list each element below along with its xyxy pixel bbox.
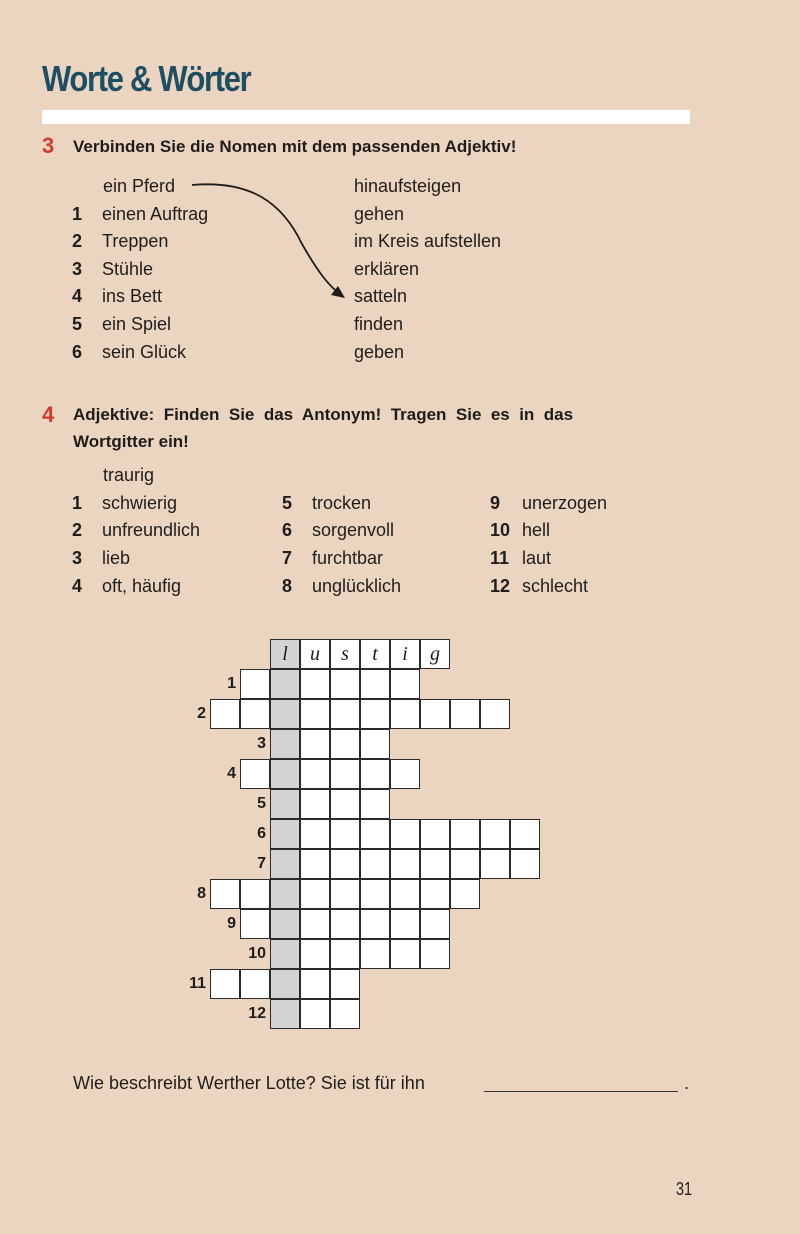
- crossword-solution-cell[interactable]: [270, 879, 300, 909]
- crossword-cell[interactable]: [330, 969, 360, 999]
- adjective-item-3: 3 lieb: [72, 548, 131, 568]
- crossword-cell[interactable]: [420, 849, 450, 879]
- crossword-cell[interactable]: [300, 969, 330, 999]
- crossword-row-label: 8: [197, 885, 206, 902]
- crossword-cell[interactable]: [210, 879, 240, 909]
- verb-item: gehen: [354, 204, 405, 224]
- crossword-cell[interactable]: [240, 669, 270, 699]
- crossword-solution-cell[interactable]: [270, 999, 300, 1029]
- question-period: .: [684, 1073, 690, 1093]
- crossword-cell[interactable]: [300, 909, 330, 939]
- adjective-item-2: 2 unfreundlich: [72, 520, 201, 540]
- example-adjective: traurig: [103, 465, 155, 485]
- verb-item: satteln: [354, 286, 408, 306]
- crossword-cell[interactable]: [330, 789, 360, 819]
- crossword-cell[interactable]: [390, 819, 420, 849]
- crossword-cell[interactable]: [300, 999, 330, 1029]
- crossword-solution-cell[interactable]: [270, 669, 300, 699]
- crossword-row-label: 4: [227, 765, 236, 782]
- crossword-cell[interactable]: [390, 849, 420, 879]
- noun-item-3: 3 Stühle: [72, 259, 154, 279]
- crossword-solution-cell[interactable]: [270, 939, 300, 969]
- crossword-cell[interactable]: [420, 699, 450, 729]
- crossword-row-label: 1: [227, 675, 236, 692]
- adjective-item-7: 7 furchtbar: [282, 548, 384, 568]
- crossword-cell[interactable]: [360, 669, 390, 699]
- crossword-example-letter: s: [341, 643, 349, 665]
- noun-item-1: 1 einen Auftrag: [72, 204, 209, 224]
- crossword-cell[interactable]: [450, 699, 480, 729]
- crossword-cell[interactable]: [480, 819, 510, 849]
- noun-item-5: 5 ein Spiel: [72, 314, 172, 334]
- adjective-item-6: 6 sorgenvoll: [282, 520, 395, 540]
- crossword-cell[interactable]: [300, 699, 330, 729]
- crossword-cell[interactable]: [480, 849, 510, 879]
- crossword-cell[interactable]: [330, 879, 360, 909]
- adjective-item-1: 1 schwierig: [72, 493, 178, 513]
- crossword-solution-cell[interactable]: [270, 849, 300, 879]
- answer-blank-line[interactable]: [484, 1091, 678, 1092]
- crossword-cell[interactable]: [390, 669, 420, 699]
- crossword-cell[interactable]: [420, 879, 450, 909]
- crossword-solution-cell[interactable]: [270, 819, 300, 849]
- crossword-row-label: 9: [227, 915, 236, 932]
- verb-item: hinaufsteigen: [354, 176, 462, 196]
- crossword-cell[interactable]: [210, 969, 240, 999]
- crossword-cell[interactable]: [420, 819, 450, 849]
- crossword-cell[interactable]: [240, 909, 270, 939]
- crossword-example-letter: u: [310, 643, 320, 665]
- crossword-cell[interactable]: [360, 819, 390, 849]
- crossword-cell[interactable]: [330, 699, 360, 729]
- crossword-solution-cell[interactable]: [270, 699, 300, 729]
- crossword-cell[interactable]: [300, 669, 330, 699]
- crossword-cell[interactable]: [510, 819, 540, 849]
- crossword-cell[interactable]: [300, 789, 330, 819]
- exercise-3-instruction: Verbinden Sie die Nomen mit dem passenden Adjektiv!: [73, 137, 517, 156]
- crossword-solution-cell[interactable]: [270, 759, 300, 789]
- crossword-row-label: 7: [257, 855, 266, 872]
- crossword-solution-cell[interactable]: [270, 729, 300, 759]
- crossword-cell[interactable]: [390, 759, 420, 789]
- crossword-cell[interactable]: [300, 759, 330, 789]
- crossword-cell[interactable]: [450, 879, 480, 909]
- noun-item-6: 6 sein Glück: [72, 342, 187, 362]
- crossword-cell[interactable]: [330, 999, 360, 1029]
- crossword-cell[interactable]: [300, 729, 330, 759]
- exercise-4-instruction-line-1: Adjektive: Finden Sie das Antonym! Tragen Sie es in das: [73, 405, 574, 424]
- crossword-solution-cell[interactable]: [270, 789, 300, 819]
- exercise-4-number: 4: [42, 402, 55, 427]
- crossword-example-letter: g: [430, 643, 440, 665]
- crossword-cell[interactable]: [360, 729, 390, 759]
- verb-item: finden: [354, 314, 404, 334]
- crossword-cell[interactable]: [330, 849, 360, 879]
- crossword-cell[interactable]: [390, 879, 420, 909]
- crossword-solution-cell[interactable]: [270, 969, 300, 999]
- crossword-cell[interactable]: [240, 879, 270, 909]
- crossword-cell[interactable]: [360, 879, 390, 909]
- crossword-cell[interactable]: [360, 699, 390, 729]
- crossword-cell[interactable]: [300, 879, 330, 909]
- crossword-row-label: 3: [257, 735, 266, 752]
- crossword-solution-cell[interactable]: [270, 909, 300, 939]
- crossword-example-letter: l: [282, 643, 288, 665]
- crossword-cell[interactable]: [360, 939, 390, 969]
- crossword-row-label: 10: [248, 945, 266, 962]
- adjective-item-9: 9 unerzogen: [490, 493, 608, 513]
- crossword-cell[interactable]: [330, 819, 360, 849]
- verb-item: erklären: [354, 259, 420, 279]
- crossword-cell[interactable]: [330, 669, 360, 699]
- verb-item: im Kreis aufstellen: [354, 231, 502, 251]
- crossword-cell[interactable]: [300, 819, 330, 849]
- crossword-row-label: 2: [197, 705, 206, 722]
- crossword-cell[interactable]: [360, 789, 390, 819]
- exercise-4-instruction-line-2: Wortgitter ein!: [73, 432, 189, 451]
- crossword-cell[interactable]: [360, 909, 390, 939]
- verb-item: geben: [354, 342, 405, 362]
- exercise-3-number: 3: [42, 133, 55, 158]
- noun-item-2: 2 Treppen: [72, 231, 169, 251]
- crossword-row-label: 5: [257, 795, 266, 812]
- question-text: Wie beschreibt Werther Lotte? Sie ist für ihn: [73, 1073, 425, 1093]
- crossword-example-letter: t: [372, 643, 378, 665]
- crossword-cell[interactable]: [480, 699, 510, 729]
- page-title: Worte & Wörter: [42, 58, 251, 99]
- noun-item-4: 4 ins Bett: [72, 286, 163, 306]
- crossword-cell[interactable]: [300, 939, 330, 969]
- crossword-cell[interactable]: [390, 699, 420, 729]
- adjective-item-11: 11 laut: [490, 548, 552, 568]
- crossword-cell[interactable]: [510, 849, 540, 879]
- crossword-cell[interactable]: [360, 759, 390, 789]
- crossword-cell[interactable]: [330, 939, 360, 969]
- crossword-cell[interactable]: [240, 759, 270, 789]
- crossword-cell[interactable]: [420, 939, 450, 969]
- crossword-cell[interactable]: [420, 909, 450, 939]
- crossword-row-label: 6: [257, 825, 266, 842]
- crossword-cell[interactable]: [330, 759, 360, 789]
- crossword-cell[interactable]: [210, 699, 240, 729]
- crossword-cell[interactable]: [450, 849, 480, 879]
- crossword-cell[interactable]: [390, 909, 420, 939]
- crossword-example-letter: i: [402, 643, 408, 665]
- page-number: 31: [676, 1179, 693, 1199]
- crossword-row-label: 11: [189, 975, 206, 992]
- adjective-item-12: 12 schlecht: [490, 576, 589, 596]
- adjective-item-8: 8 unglücklich: [282, 576, 402, 596]
- crossword-cell[interactable]: [240, 699, 270, 729]
- adjective-item-5: 5 trocken: [282, 493, 372, 513]
- crossword-cell[interactable]: [450, 819, 480, 849]
- adjective-item-4: 4 oft, häufig: [72, 576, 182, 596]
- crossword-cell[interactable]: [390, 939, 420, 969]
- crossword-cell[interactable]: [330, 729, 360, 759]
- crossword-cell[interactable]: [330, 909, 360, 939]
- crossword-cell[interactable]: [300, 849, 330, 879]
- crossword-cell[interactable]: [240, 969, 270, 999]
- adjective-item-10: 10 hell: [490, 520, 551, 540]
- example-noun: ein Pferd: [103, 176, 176, 196]
- crossword-row-label: 12: [248, 1005, 266, 1022]
- crossword-cell[interactable]: [360, 849, 390, 879]
